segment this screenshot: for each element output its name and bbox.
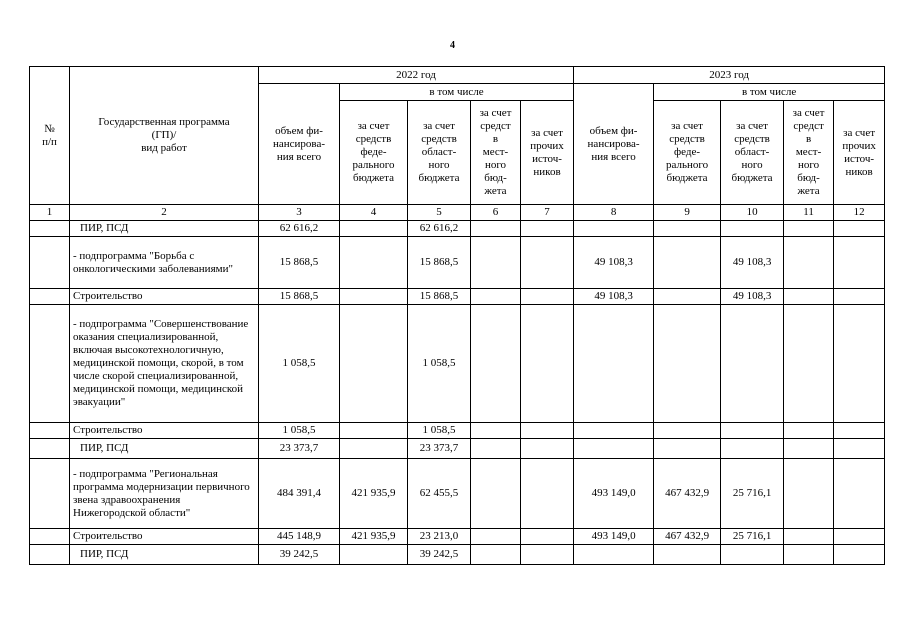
cell-fed-2022: 421 935,9 (340, 459, 408, 529)
column-number: 6 (471, 205, 521, 221)
cell-total-2023 (574, 545, 654, 565)
row-num-cell (30, 221, 70, 237)
cell-loc-2022 (471, 289, 521, 305)
column-number-row (30, 205, 885, 221)
cell-reg-2023: 25 716,1 (721, 459, 784, 529)
cell-reg-2022: 23 373,7 (408, 439, 471, 459)
header-oth-2022: за счет прочих источ- ников (521, 101, 574, 205)
cell-reg-2023 (721, 221, 784, 237)
cell-loc-2022 (471, 423, 521, 439)
column-number: 12 (834, 205, 885, 221)
row-num-cell (30, 459, 70, 529)
row-num-cell (30, 305, 70, 423)
cell-total-2023 (574, 221, 654, 237)
cell-fed-2023: 467 432,9 (654, 529, 721, 545)
cell-fed-2022: 421 935,9 (340, 529, 408, 545)
header-incl-2023: в том числе (654, 84, 885, 101)
header-total-2022: объем фи- нансирова- ния всего (259, 84, 340, 205)
cell-fed-2023 (654, 439, 721, 459)
header-incl-2022: в том числе (340, 84, 574, 101)
cell-reg-2023 (721, 439, 784, 459)
cell-total-2022: 39 242,5 (259, 545, 340, 565)
cell-oth-2022 (521, 289, 574, 305)
cell-loc-2023 (784, 237, 834, 289)
page-number: 4 (450, 40, 455, 51)
cell-reg-2023 (721, 423, 784, 439)
cell-oth-2023 (834, 221, 885, 237)
cell-total-2022: 1 058,5 (259, 305, 340, 423)
row-label: Строительство (70, 529, 259, 545)
cell-reg-2023 (721, 545, 784, 565)
row-label: ПИР, ПСД (70, 545, 259, 565)
cell-loc-2022 (471, 529, 521, 545)
cell-total-2022: 445 148,9 (259, 529, 340, 545)
cell-oth-2022 (521, 237, 574, 289)
cell-oth-2022 (521, 305, 574, 423)
header-row-years (30, 67, 885, 84)
row-num-cell (30, 529, 70, 545)
column-number: 9 (654, 205, 721, 221)
cell-total-2022: 23 373,7 (259, 439, 340, 459)
cell-total-2022: 62 616,2 (259, 221, 340, 237)
cell-fed-2022 (340, 439, 408, 459)
cell-loc-2023 (784, 423, 834, 439)
column-number: 1 (30, 205, 70, 221)
cell-oth-2022 (521, 439, 574, 459)
cell-loc-2022 (471, 221, 521, 237)
cell-total-2023: 49 108,3 (574, 237, 654, 289)
column-number: 8 (574, 205, 654, 221)
cell-reg-2023: 49 108,3 (721, 237, 784, 289)
row-label: ПИР, ПСД (70, 221, 259, 237)
cell-reg-2023: 49 108,3 (721, 289, 784, 305)
cell-loc-2023 (784, 529, 834, 545)
row-label: ПИР, ПСД (70, 439, 259, 459)
row-label: Строительство (70, 289, 259, 305)
header-reg-2022: за счет средств област- ного бюджета (408, 101, 471, 205)
row-num-cell (30, 237, 70, 289)
header-year-2023: 2023 год (574, 67, 885, 84)
cell-total-2023: 493 149,0 (574, 529, 654, 545)
table-row (30, 237, 885, 289)
cell-fed-2023 (654, 305, 721, 423)
cell-oth-2022 (521, 423, 574, 439)
row-label: - подпрограмма "Совершенствование оказания специализированной, включая высокотехнологичную, медицинской помощи, скорой, в том числе скорой специализированной, медицинской помощи, медицинской эвакуации" (70, 305, 259, 423)
cell-loc-2023 (784, 439, 834, 459)
cell-reg-2022: 1 058,5 (408, 423, 471, 439)
cell-oth-2023 (834, 305, 885, 423)
cell-loc-2022 (471, 305, 521, 423)
cell-fed-2022 (340, 289, 408, 305)
table-row (30, 423, 885, 439)
column-number: 11 (784, 205, 834, 221)
table-row (30, 221, 885, 237)
cell-fed-2023 (654, 289, 721, 305)
cell-oth-2023 (834, 237, 885, 289)
cell-reg-2023 (721, 305, 784, 423)
header-loc-2022: за счет средст в мест- ного бюд- жета (471, 101, 521, 205)
cell-total-2023 (574, 423, 654, 439)
cell-reg-2022: 39 242,5 (408, 545, 471, 565)
table-row (30, 545, 885, 565)
table-row (30, 459, 885, 529)
cell-oth-2022 (521, 529, 574, 545)
cell-reg-2022: 15 868,5 (408, 237, 471, 289)
header-total-2023: объем фи- нансирова- ния всего (574, 84, 654, 205)
row-label: Строительство (70, 423, 259, 439)
cell-reg-2022: 62 455,5 (408, 459, 471, 529)
cell-fed-2023 (654, 423, 721, 439)
cell-fed-2023 (654, 237, 721, 289)
cell-oth-2023 (834, 289, 885, 305)
table-row (30, 289, 885, 305)
column-number: 5 (408, 205, 471, 221)
cell-loc-2022 (471, 237, 521, 289)
column-number: 2 (70, 205, 259, 221)
column-number: 10 (721, 205, 784, 221)
cell-total-2023 (574, 439, 654, 459)
cell-total-2022: 15 868,5 (259, 237, 340, 289)
header-loc-2023: за счет средст в мест- ного бюд- жета (784, 101, 834, 205)
column-number: 3 (259, 205, 340, 221)
cell-reg-2022: 1 058,5 (408, 305, 471, 423)
header-program: Государственная программа (ГП)/ вид работ (70, 67, 259, 205)
cell-reg-2022: 62 616,2 (408, 221, 471, 237)
header-num: № п/п (30, 67, 70, 205)
cell-total-2022: 1 058,5 (259, 423, 340, 439)
cell-loc-2023 (784, 221, 834, 237)
table-row (30, 529, 885, 545)
cell-total-2023: 49 108,3 (574, 289, 654, 305)
cell-oth-2023 (834, 529, 885, 545)
cell-loc-2022 (471, 439, 521, 459)
cell-reg-2022: 23 213,0 (408, 529, 471, 545)
cell-total-2023: 493 149,0 (574, 459, 654, 529)
table-row (30, 439, 885, 459)
column-number: 7 (521, 205, 574, 221)
cell-fed-2022 (340, 237, 408, 289)
header-reg-2023: за счет средств област- ного бюджета (721, 101, 784, 205)
row-label: - подпрограмма "Борьба с онкологическими заболеваниями" (70, 237, 259, 289)
cell-fed-2022 (340, 221, 408, 237)
row-num-cell (30, 423, 70, 439)
cell-oth-2022 (521, 221, 574, 237)
cell-fed-2023 (654, 545, 721, 565)
header-year-2022: 2022 год (259, 67, 574, 84)
cell-oth-2022 (521, 545, 574, 565)
cell-reg-2022: 15 868,5 (408, 289, 471, 305)
row-num-cell (30, 545, 70, 565)
header-oth-2023: за счет прочих источ- ников (834, 101, 885, 205)
financing-table (29, 66, 885, 565)
cell-oth-2023 (834, 423, 885, 439)
cell-loc-2022 (471, 459, 521, 529)
cell-fed-2023 (654, 221, 721, 237)
header-fed-2023: за счет средств феде- рального бюджета (654, 101, 721, 205)
cell-loc-2023 (784, 459, 834, 529)
table-row (30, 305, 885, 423)
cell-oth-2022 (521, 459, 574, 529)
row-num-cell (30, 439, 70, 459)
cell-loc-2023 (784, 289, 834, 305)
cell-fed-2022 (340, 305, 408, 423)
cell-fed-2023: 467 432,9 (654, 459, 721, 529)
cell-oth-2023 (834, 459, 885, 529)
cell-total-2022: 15 868,5 (259, 289, 340, 305)
cell-loc-2022 (471, 545, 521, 565)
cell-loc-2023 (784, 305, 834, 423)
row-num-cell (30, 289, 70, 305)
cell-loc-2023 (784, 545, 834, 565)
cell-oth-2023 (834, 439, 885, 459)
cell-fed-2022 (340, 545, 408, 565)
cell-total-2022: 484 391,4 (259, 459, 340, 529)
row-label: - подпрограмма "Региональная программа модернизации первичного звена здравоохранения Нижегородской области" (70, 459, 259, 529)
column-number: 4 (340, 205, 408, 221)
cell-reg-2023: 25 716,1 (721, 529, 784, 545)
header-fed-2022: за счет средств феде- рального бюджета (340, 101, 408, 205)
cell-oth-2023 (834, 545, 885, 565)
cell-fed-2022 (340, 423, 408, 439)
cell-total-2023 (574, 305, 654, 423)
